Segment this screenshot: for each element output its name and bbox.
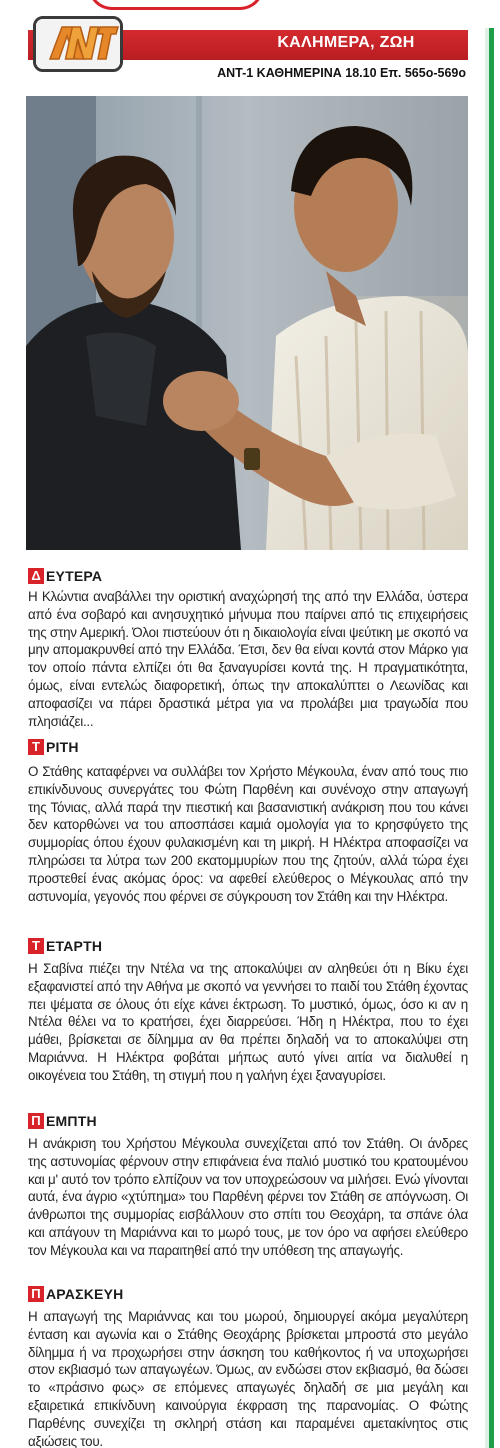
show-title: ΚΑΛΗΜΕΡΑ, ΖΩΗ xyxy=(277,34,415,51)
episode-summary-wednesday: Η Σαβίνα πιέζει την Ντέλα να της αποκαλύψει αν αληθεύει ότι η Βίκυ έχει εξαφανιστεί από την Αθήνα με σκοπό να γεννήσει το παιδί του Στάθη έχοντας πει ψέματα σε όλους ότι είχε κάνει έκτρωση. Το μυστικό, όμως, όσο κι αν η Ντέλα θέλει να το κρατήσει, έχει διαρρεύσει. Ήδη η Ηλέκτρα, που το έχει μάθει, βρίσκεται σε δίλημμα αν θα πρέπει δηλαδή να το αποκαλύψει στη Μαριάννα. Η Ηλέκτρα φοβάται μήπως αυτό γίνει αιτία να διαλυθεί η οικογένεια του Στάθη, τη στιγμή που η γαλήνη έχει ξαναγυρίσει. xyxy=(28,961,468,1083)
day-heading-monday xyxy=(28,566,102,586)
day-name: ΑΡΑΣΚΕΥΗ xyxy=(46,1286,124,1302)
channel-logo xyxy=(33,16,123,72)
broadcast-info: ΑΝΤ-1 ΚΑΘΗΜΕΡΙΝΑ 18.10 Επ. 565ο-569ο xyxy=(217,66,466,80)
day-heading-friday xyxy=(28,1284,123,1304)
right-green-rule xyxy=(489,28,494,1448)
day-heading-wednesday xyxy=(28,936,102,956)
day-name: ΕΥΤΕΡΑ xyxy=(46,568,103,584)
day-initial: Π xyxy=(28,1113,44,1129)
episode-photo xyxy=(26,96,468,550)
day-initial: Τ xyxy=(28,739,44,755)
episode-summary-tuesday: Ο Στάθης καταφέρνει να συλλάβει τον Χρήστο Μέγκουλα, έναν από τους πιο επικίνδυνους συνεργάτες του Φώτη Παρθένη και συνένοχο στην απαγωγή της Τόνιας, αλλά παρά την πιεστική και βασανιστική ανάκριση που του κάνει δεν κατορθώνει να του αποσπάσει καμιά ομολογία για το κρησφύγετο της συμμορίας όπου έχουν φυλακισμένη και τη μικρή. Η Ηλέκτρα αποφασίζει να πληρώσει τα λύτρα των 200 εκατομμυρίων που της ζητούν, αλλά τώρα έχει προστεθεί ένας ακόμας όρος: να αφεθεί ελεύθερος ο Μέγκουλας από την αστυνομία, γεγονός που φέρνει σε σύγκρουση τον Στάθη και την Ηλέκτρα. xyxy=(28,764,468,904)
top-decorative-arc xyxy=(88,0,264,10)
day-name: ΕΜΠΤΗ xyxy=(46,1113,97,1129)
episode-summary-monday: Η Κλώντια αναβάλλει την οριστική αναχώρησή της από την Ελλάδα, ύστερα από ένα σοβαρό και ανησυχητικό μήνυμα που παίρνει από τις επιχειρήσεις της στην Αμερική. Όλοι πιστεύουν ότι η δικαιολογία είναι ψεύτικη με σκοπό να μην απομακρυνθεί από την Ελλάδα. Έτσι, δεν θα είναι κοντά στον Μάρκο για τον οποίο πάντα ελπίζει ότι θα ξαναγυρίσει κοντά της. Η πραγματικότητα, όμως, είναι εντελώς διαφορετική, όπως την αποκαλύπτει ο Λεωνίδας και αποφασίζει να πάρει δραστικά μέτρα για να προλάβει μια τραγωδία που πλησιάζει... xyxy=(28,589,468,729)
day-initial: Π xyxy=(28,1286,44,1302)
day-name: ΡΙΤΗ xyxy=(46,739,79,755)
day-heading-tuesday xyxy=(28,737,79,757)
day-heading-thursday xyxy=(28,1111,97,1131)
day-initial: Δ xyxy=(28,568,44,584)
episode-summary-friday: Η απαγωγή της Μαριάννας και του μωρού, δημιουργεί ακόμα μεγαλύτερη ένταση και αγωνία και ο Στάθης Θεοχάρης βρίσκεται μπροστά στο μεγάλο δίλημμα ή να προχωρήσει στην άσκηση του καθήκοντος ή να υποχωρήσει στον εκβιασμό των απαγωγέων. Όμως, αν ενδώσει στον εκβιασμό, θα δώσει το «πράσινο φως» σε επόμενες απαγωγές δηλαδή σε μια μεγάλη και εξαιρετικά επικίνδυνη καινούργια έκφραση της παρανομίας. Ο Φώτης Παρθένης συνεχίζει τη σκληρή στάση και παραμένει αμετακίνητος στις αξιώσεις του. xyxy=(28,1309,468,1448)
day-name: ΕΤΑΡΤΗ xyxy=(46,938,103,954)
day-initial: Τ xyxy=(28,938,44,954)
episode-summary-thursday: Η ανάκριση του Χρήστου Μέγκουλα συνεχίζεται από τον Στάθη. Οι άνδρες της αστυνομίας φέρνουν στην επιφάνεια ένα παλιό μυστικό του κρατουμένου και μ' αυτό τον τρόπο ελπίζουν να τον υποχρεώσουν να μιλήσει. Ενώ γίνονται αυτά, ένα άγριο «χτύπημα» του Παρθένη φέρνει τον Στάθη σε απόγνωση. Οι άνθρωποι της συμμορίας εισβάλλουν στο σπίτι του Θεοχάρη, τα σπάνε όλα και απάγουν τη Μαριάννα και το μωρό τους, με τον όρο να αφήσει ελεύθερο τον Μέγκουλα και να παραιτηθεί από την υπόθεση της απαγωγής. xyxy=(28,1136,468,1258)
